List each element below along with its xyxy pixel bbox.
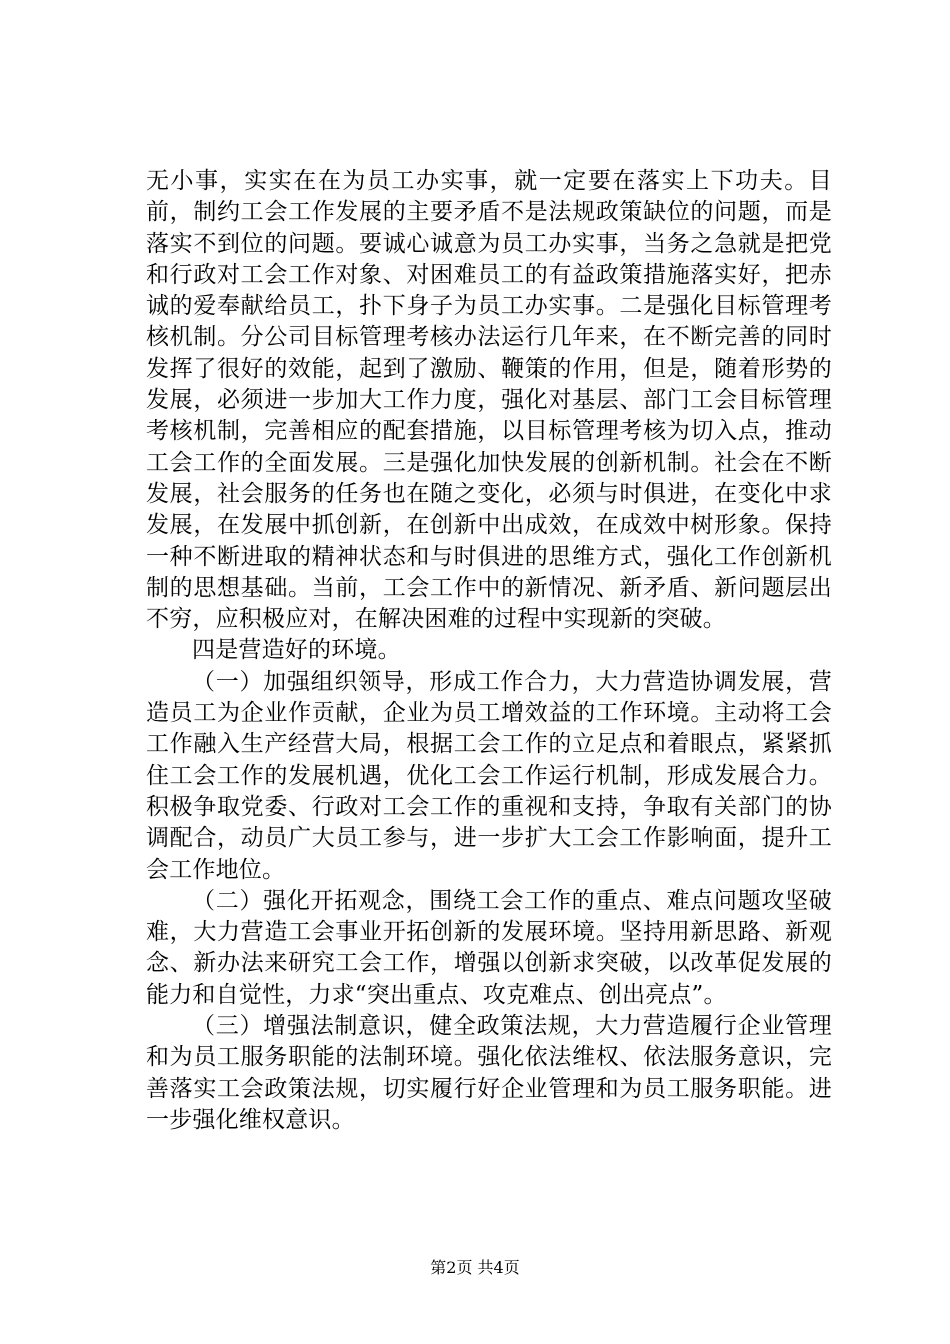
page-footer: 第2页 共4页 <box>430 1258 520 1277</box>
paragraph-item-one: （一）加强组织领导，形成工作合力，大力营造协调发展，营造员工为企业作贡献，企业为员工增效益的工作环境。主动将工会工作融入生产经营大局，根据工会工作的立足点和着眼点，紧紧抓住工会工作的发展机遇，优化工会工作运行机制，形成发展合力。积极争取党委、行政对工会工作的重视和支持，争取有关部门的协调配合，动员广大员工参与，进一步扩大工会工作影响面，提升工会工作地位。 <box>146 668 832 883</box>
document-body <box>146 166 832 1136</box>
paragraph-item-three: （三）增强法制意识，健全政策法规，大力营造履行企业管理和为员工服务职能的法制环境。强化依法维权、依法服务意识，完善落实工会政策法规，切实履行好企业管理和为员工服务职能。进一步强化维权意识。 <box>146 1013 832 1133</box>
paragraph-item-two: （二）强化开拓观念，围绕工会工作的重点、难点问题攻坚破难，大力营造工会事业开拓创新的发展环境。坚持用新思路、新观念、新办法来研究工会工作，增强以创新求突破，以改革促发展的能力和自觉性，力求“突出重点、攻克难点、创出亮点”。 <box>146 887 832 1008</box>
paragraph-section-four-heading: 四是营造好的环境。 <box>192 637 401 664</box>
paragraph-continuation: 无小事，实实在在为员工办实事，就一定要在落实上下功夫。目前，制约工会工作发展的主要矛盾不是法规政策缺位的问题，而是落实不到位的问题。要诚心诚意为员工办实事，当务之急就是把党和行政对工会工作对象、对困难员工的有益政策措施落实好，把赤诚的爱奉献给员工，扑下身子为员工办实事。二是强化目标管理考核机制。分公司目标管理考核办法运行几年来，在不断完善的同时发挥了很好的效能，起到了激励、鞭策的作用，但是，随着形势的发展，必须进一步加大工作力度，强化对基层、部门工会目标管理考核机制，完善相应的配套措施，以目标管理考核为切入点，推动工会工作的全面发展。三是强化加快发展的创新机制。社会在不断发展，社会服务的任务也在随之变化，必须与时俱进，在变化中求发展，在发展中抓创新，在创新中出成效，在成效中树形象。保持一种不断进取的精神状态和与时俱进的思维方式，强化工作创新机制的思想基础。当前，工会工作中的新情况、新矛盾、新问题层出不穷，应积极应对，在解决困难的过程中实现新的突破。 <box>146 168 832 633</box>
